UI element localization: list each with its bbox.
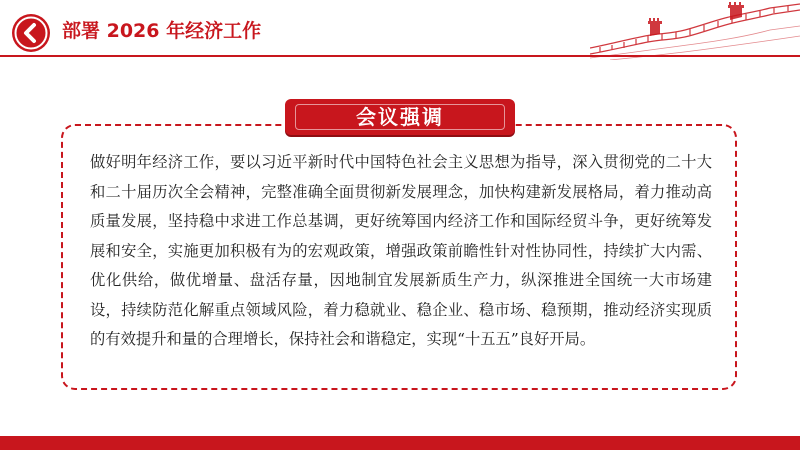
great-wall-icon (590, 0, 800, 60)
header-divider (0, 55, 800, 57)
section-badge-label: 会议强调 (356, 105, 444, 129)
footer-band (0, 436, 800, 450)
page-title: 部署 2026 年经济工作 (62, 20, 262, 42)
body-paragraph: 做好明年经济工作，要以习近平新时代中国特色社会主义思想为指导，深入贯彻党的二十大和二十届历次全会精神，完整准确全面贯彻新发展理念，加快构建新发展格局，着力推动高质量发展，坚持稳中求进工作总基调，更好统筹国内经济工作和国际经贸斗争，更好统筹发展和安全，实施更加积极有为的宏观政策，增强政策前瞻性针对性协同性，持续扩大内需、优化供给，做优增量、盘活存量，因地制宜发展新质生产力，纵深推进全国统一大市场建设，持续防范化解重点领域风险，着力稳就业、稳企业、稳市场、稳预期，推动经济实现质的有效提升和量的合理增长，保持社会和谐稳定，实现“十五五”良好开局。 (90, 153, 712, 348)
chevron-left-circle-icon[interactable] (10, 12, 52, 54)
